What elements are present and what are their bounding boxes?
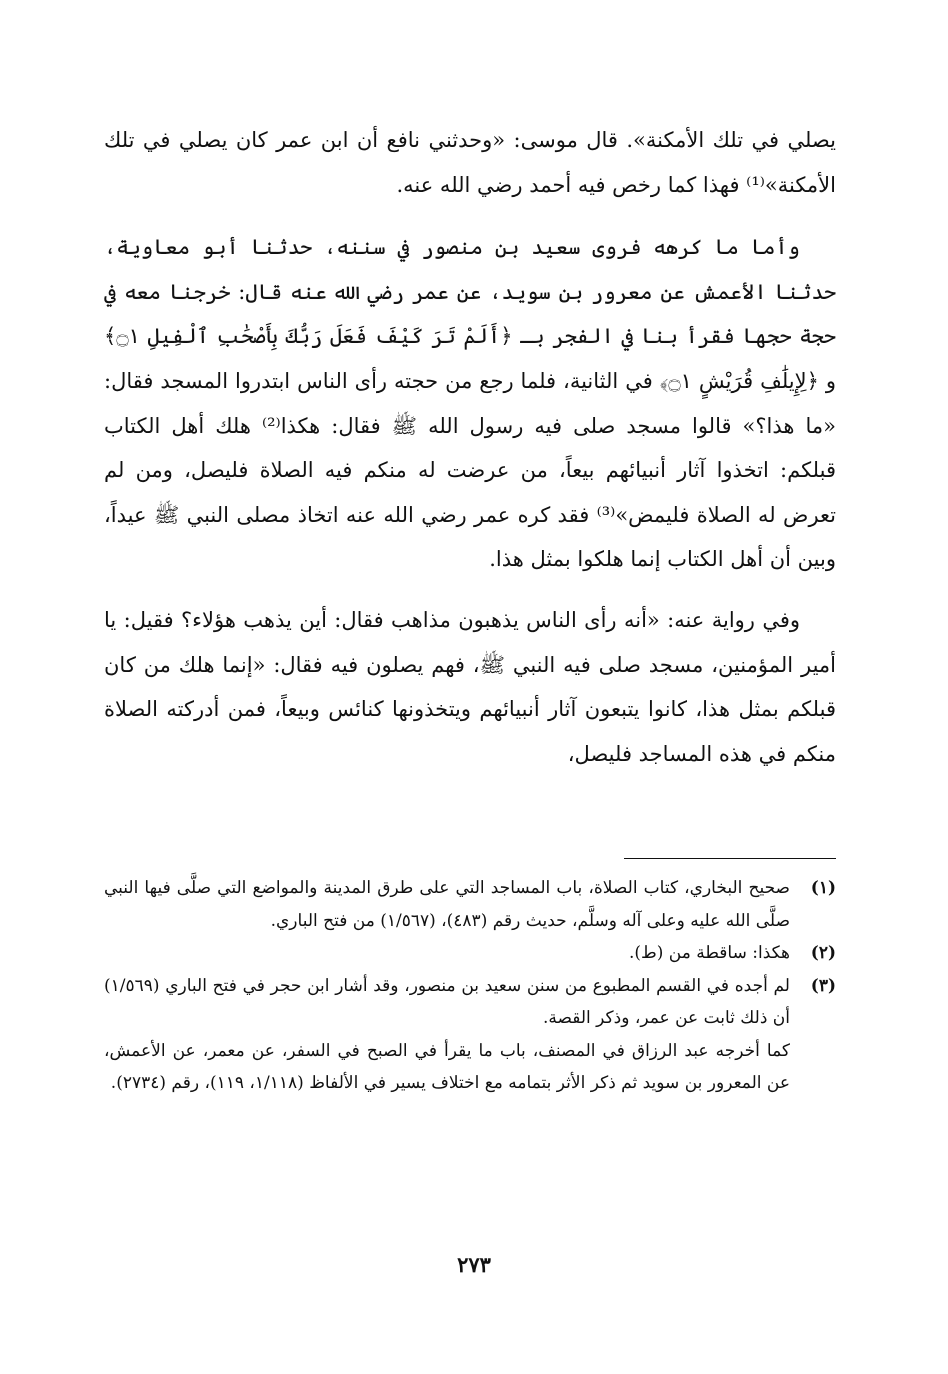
paragraph: وأما ما كرهه فروى سعيد بن منصور في سننه، حدثنا أبو معاوية، حدثنا الأعمش عن معرور بن سويد، عن عمر رضي الله عنه قال: خرجنا معه في حجة حجها فقرأ بنا في الفجر بـ ﴿أَلَمْ تَرَ كَيْفَ فَعَلَ رَبُّكَ بِأَصْحَٰبِ ٱلْفِيلِ ۝١﴾ و ﴿لِإِيلَٰفِ قُرَيْشٍ ۝١﴾ في الثانية، فلما رجع من حجته رأى الناس ابتدروا المسجد فقال: «ما هذا؟» قالوا مسجد صلى فيه رسول الله ﷺ فقال: هكذا⁽²⁾ هلك أهل الكتاب قبلكم: اتخذوا آثار أنبيائهم بيعاً، من عرضت له منكم فيه الصلاة فليصل، ومن لم تعرض له الصلاة فليمض»⁽³⁾ فقد كره عمر رضي الله عنه اتخاذ مصلى النبي ﷺ عيداً، وبين أن أهل الكتاب إنما هلكوا بمثل هذا.	[104, 235, 837, 572]
footnote	[104, 937, 836, 970]
footnote	[104, 970, 836, 1100]
footnote-divider	[624, 858, 836, 859]
footnote-text-line: لم أجده في القسم المطبوع من سنن سعيد بن منصور، وقد أشار ابن حجر في فتح الباري (١/٥٦٩) أن ذلك ثابت عن عمر، وذكر القصة.	[104, 975, 790, 1028]
page-number: ٢٧٣	[457, 1252, 491, 1277]
footnote-text	[104, 970, 790, 1100]
footnote-text	[104, 937, 790, 970]
footnote	[104, 872, 836, 937]
main-text	[104, 118, 836, 776]
footnote-text-line: كما أخرجه عبد الرزاق في المصنف، باب ما يقرأ في الصبح في السفر، عن معمر، عن الأعمش، عن المعرور بن سويد ثم ذكر الأثر بتمامه مع اختلاف يسير في الألفاظ (١/١١٨، ١١٩)، رقم (٢٧٣٤).	[104, 1040, 790, 1093]
paragraph: وفي رواية عنه: «أنه رأى الناس يذهبون مذاهب فقال: أين يذهب هؤلاء؟ فقيل: يا أمير المؤمنين، مسجد صلى فيه النبي ﷺ، فهم يصلون فيه فقال: «إنما هلك من كان قبلكم بمثل هذا، كانوا يتبعون آثار أنبيائهم ويتخذونها كنائس وبيعاً، فمن أدركته الصلاة منكم في هذه المساجد فليصل،	[104, 607, 836, 766]
paragraph: يصلي في تلك الأمكنة». قال موسى: «وحدثني نافع أن ابن عمر كان يصلي في تلك الأمكنة»⁽¹⁾ فهذا كما رخص فيه أحمد رضي الله عنه.	[104, 128, 836, 197]
footnote-text-line: صحيح البخاري، كتاب الصلاة، باب المساجد التي على طرق المدينة والمواضع التي صلَّى فيها النبي صلَّى الله عليه وعلى آله وسلَّم، حديث رقم (٤٨٣)، (١/٥٦٧) من فتح الباري.	[104, 878, 790, 931]
footnotes	[104, 872, 836, 1100]
footnote-number: (٢)	[810, 943, 836, 963]
book-page	[104, 118, 837, 1093]
footnote-text-line: هكذا: ساقطة من (ط).	[629, 943, 790, 963]
footnote-number: (١)	[810, 878, 836, 898]
footnote-number: (٣)	[810, 975, 836, 996]
footnote-text	[104, 872, 790, 937]
